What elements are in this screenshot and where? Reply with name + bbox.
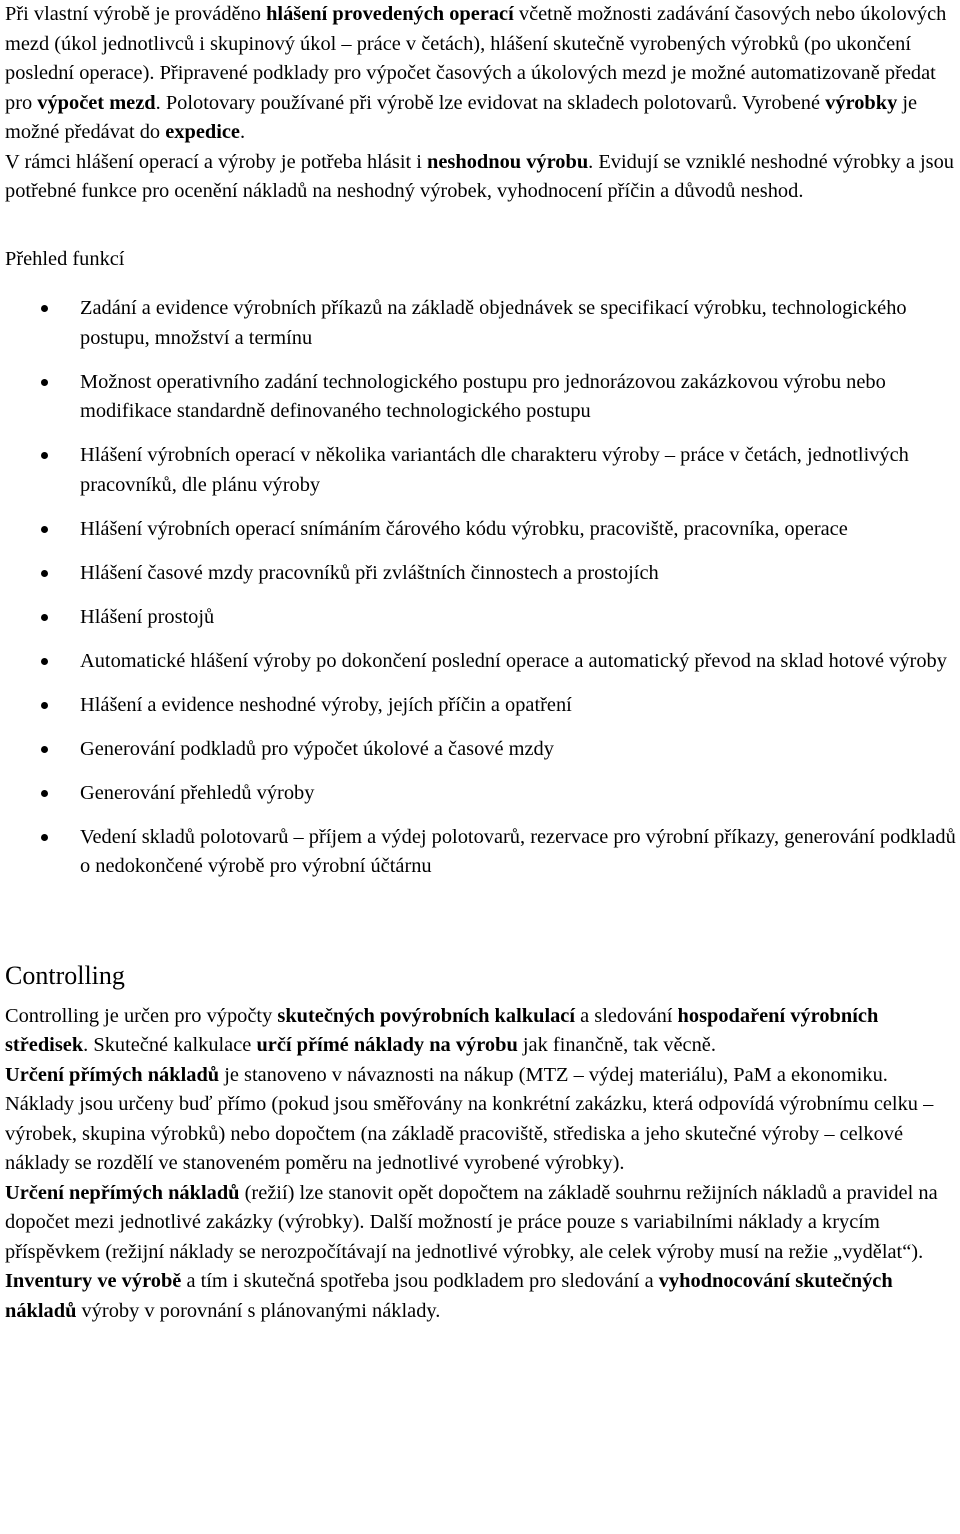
controlling-heading: Controlling xyxy=(5,960,125,990)
list-item: Hlášení výrobních operací v několika variantách dle charakteru výroby – práce v četách, jednotlivých pracovníků, dle plánu výroby xyxy=(5,441,960,500)
intro-paragraph-1 xyxy=(5,0,960,148)
intro-paragraph-2 xyxy=(5,148,960,207)
controlling-paragraph-1 xyxy=(5,1002,960,1061)
bold-run: výrobky xyxy=(825,91,898,114)
text-run: Controlling je určen pro výpočty xyxy=(5,1004,278,1027)
text-run: . Evidují se vzniklé neshodné výrobky a jsou potřebné funkce pro ocenění nákladů na neshodný výrobek, vyhodnocení příčin a důvodů neshod. xyxy=(5,150,954,202)
document-page xyxy=(5,0,960,1326)
text-run: . xyxy=(239,121,246,143)
list-item: Zadání a evidence výrobních příkazů na základě objednávek se specifikací výrobku, technologického postupu, množství a termínu xyxy=(5,294,960,353)
text-run: a sledování xyxy=(575,1004,678,1027)
bold-run: skutečných povýrobních kalkulací xyxy=(277,1004,576,1027)
text-run: a tím i skutečná spotřeba jsou podkladem pro sledování a xyxy=(181,1270,659,1292)
list-item: Hlášení časové mzdy pracovníků při zvláštních činnostech a prostojích xyxy=(5,559,960,589)
list-item: Generování přehledů výroby xyxy=(5,779,960,809)
list-item: Generování podkladů pro výpočet úkolové a časové mzdy xyxy=(5,735,960,765)
bold-run: neshodnou výrobu xyxy=(427,150,589,173)
list-item: Vedení skladů polotovarů – příjem a výdej polotovarů, rezervace pro výrobní příkazy, generování podkladů o nedokončené výrobě pro výrobní účtárnu xyxy=(5,823,960,882)
controlling-paragraph-2 xyxy=(5,1061,960,1179)
features-heading: Přehled funkcí xyxy=(5,247,125,270)
list-item: Hlášení a evidence neshodné výroby, jejích příčin a opatření xyxy=(5,691,960,721)
text-run: je možné předávat do xyxy=(5,91,918,143)
text-run: (režií) lze stanovit opět dopočtem na základě souhrnu režijních nákladů a pravidel na dopočet mezi jednotlivé zakázky (výrobky). Další možností je práce pouze s variabilními náklady a krycím příspěvkem (režijní náklady se nerozpočítávají na jednotlivé výrobky, ale celek výroby musí na režie „vydělat“). xyxy=(5,1181,938,1263)
text-run: V rámci hlášení operací a výroby je potřeba hlásit i xyxy=(5,150,428,173)
bold-run: expedice xyxy=(165,121,240,143)
text-run: jak finančně, tak věcně. xyxy=(517,1034,716,1056)
text-run: výroby v porovnání s plánovanými náklady. xyxy=(76,1299,441,1322)
text-run: . Polotovary používané při výrobě lze evidovat na skladech polotovarů. Vyrobené xyxy=(155,91,826,114)
list-item: Možnost operativního zadání technologického postupu pro jednorázovou zakázkovou výrobu nebo modifikace standardně definovaného technologického postupu xyxy=(5,368,960,427)
list-item: Hlášení výrobních operací snímáním čárového kódu výrobku, pracoviště, pracovníka, operace xyxy=(5,515,960,545)
bold-run: hospodaření výrobních středisek xyxy=(5,1004,879,1056)
bold-run: vyhodnocování skutečných nákladů xyxy=(5,1270,893,1322)
text-run: Při vlastní výrobě je prováděno xyxy=(5,3,267,25)
text-run: . Skutečné kalkulace xyxy=(83,1034,257,1056)
bold-run: hlášení provedených operací xyxy=(266,3,514,25)
text-run: včetně možnosti zadávání časových nebo úkolových mezd (úkol jednotlivců i skupinový úkol – práce v četách), hlášení skutečně vyrobených výrobků (po ukončení poslední operace). Připravené podklady pro výpočet časových a úkolových mezd je možné automatizovaně předat pro xyxy=(5,3,947,114)
bold-run: Určení přímých nákladů xyxy=(5,1063,220,1086)
controlling-paragraph-4 xyxy=(5,1267,960,1326)
list-item: Automatické hlášení výroby po dokončení poslední operace a automatický převod na sklad hotové výroby xyxy=(5,647,960,677)
controlling-paragraph-3 xyxy=(5,1179,960,1268)
bold-run: Určení nepřímých nákladů xyxy=(5,1181,240,1204)
bold-run: výpočet mezd xyxy=(37,91,156,114)
bold-run: určí přímé náklady na výrobu xyxy=(256,1034,518,1056)
list-item: Hlášení prostojů xyxy=(5,603,960,633)
features-list xyxy=(5,294,960,882)
bold-run: Inventury ve výrobě xyxy=(5,1270,182,1292)
text-run: je stanoveno v návaznosti na nákup (MTZ – výdej materiálu), PaM a ekonomiku. Náklady jsou určeny buď přímo (pokud jsou směřovány na konkrétní zakázku, která odpovídá výrobnímu celku – výrobek, skupina výrobků) nebo dopočtem (na základě pracoviště, střediska a jeho skutečné výroby – celkové náklady se rozdělí ve stanoveném poměru na jednotlivé vyrobené výrobky). xyxy=(5,1063,934,1174)
